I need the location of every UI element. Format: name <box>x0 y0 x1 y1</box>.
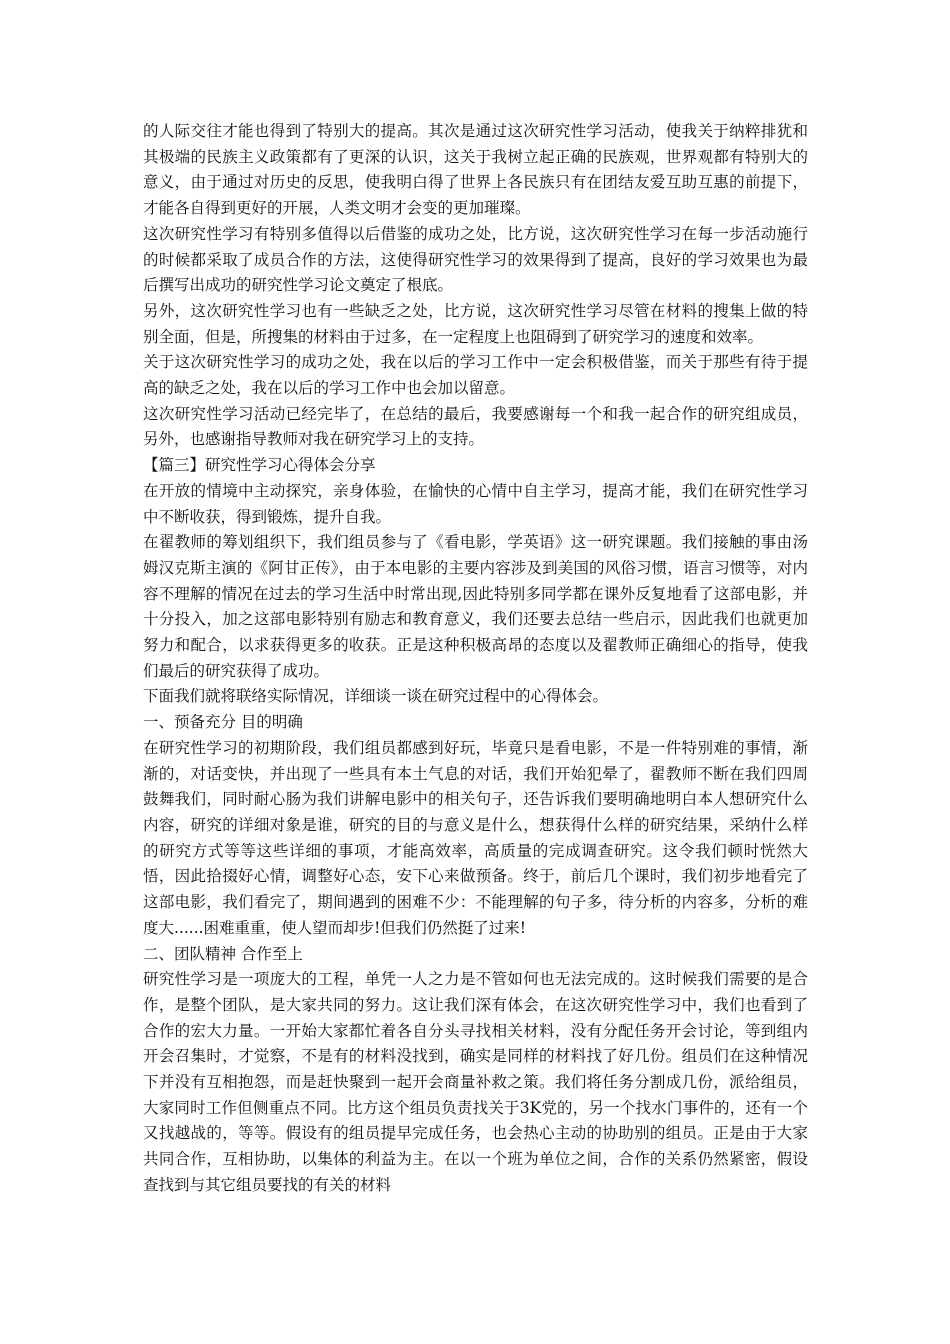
paragraph-project: 在翟教师的筹划组织下，我们组员参与了《看电影，学英语》这一研究课题。我们接触的事由汤姆汉克斯主演的《阿甘正传》，由于本电影的主要内容涉及到美国的风俗习惯，语言习惯等，对内容不理解的情况在过去的学习生活中时常出现,因此特别多同学都在课外反复地看了这部电影，并十分投入，加之这部电影特别有励志和教育意义，我们还要去总结一些启示，因此我们也就更加努力和配合，以求获得更多的收获。正是这种积极高昂的态度以及翟教师正确细心的指导，使我们最后的研究获得了成功。 <box>143 533 808 680</box>
paragraph-preparation: 在研究性学习的初期阶段，我们组员都感到好玩，毕竟只是看电影，不是一件特别难的事情，渐渐的，对话变快，并出现了一些具有本土气息的对话，我们开始犯晕了，翟教师不断在我们四周鼓舞我们，同时耐心肠为我们讲解电影中的相关句子，还告诉我们要明确地明白本人想研究什么内容，研究的详细对象是谁，研究的目的与意义是什么，想获得什么样的研究结果，采纳什么样的研究方式等等这些详细的事项，才能高效率，高质量的完成调查研究。这令我们顿时恍然大悟，因此拾掇好心情，调整好心态，安下心来做预备。终于，前后几个课时，我们初步地看完了这部电影，我们看完了，期间遇到的困难不少：不能理解的句子多，待分析的内容多，分析的难度大......困难重重，使人望而却步!但我们仍然挺了过来! <box>143 738 808 937</box>
paragraph-thanks: 这次研究性学习活动已经完毕了，在总结的最后，我要感谢每一个和我一起合作的研究组成员，另外，也感谢指导教师对我在研究学习上的支持。 <box>143 404 808 449</box>
paragraph-successes: 这次研究性学习有特别多值得以后借鉴的成功之处，比方说，这次研究性学习在每一步活动施行的时候都采取了成员合作的方法，这使得研究性学习的效果得到了提高，良好的学习效果也为最后撰写出成功的研究性学习论文奠定了根底。 <box>143 224 808 295</box>
paragraph-future: 关于这次研究性学习的成功之处，我在以后的学习工作中一定会积极借鉴，而关于那些有待于提高的缺乏之处，我在以后的学习工作中也会加以留意。 <box>143 353 808 398</box>
paragraph-teamwork: 研究性学习是一项庞大的工程，单凭一人之力是不管如何也无法完成的。这时候我们需要的是合作，是整个团队，是大家共同的努力。这让我们深有体会，在这次研究性学习中，我们也看到了合作的宏大力量。一开始大家都忙着各自分头寻找相关材料，没有分配任务开会讨论，等到组内开会召集时，才觉察，不是有的材料没找到，确实是同样的材料找了好几份。组员们在这种情况下并没有互相抱怨，而是赶快聚到一起开会商量补救之策。我们将任务分割成几份，派给组员，大家同时工作但侧重点不同。比方这个组员负责找关于3K党的，另一个找水门事件的，还有一个又找越战的，等等。假设有的组员提早完成任务，也会热心主动的协助别的组员。正是由于大家共同合作，互相协助，以集体的利益为主。在以一个班为单位之间，合作的关系仍然紧密，假设查找到与其它组员要找的有关的材料 <box>143 970 808 1194</box>
paragraph-shortcomings: 另外，这次研究性学习也有一些缺乏之处，比方说，这次研究性学习尽管在材料的搜集上做的特别全面，但是，所搜集的材料由于过多，在一定程度上也阻碍到了研究学习的速度和效率。 <box>143 301 808 346</box>
document-body <box>143 119 808 1199</box>
paragraph-continuation: 的人际交往才能也得到了特别大的提高。其次是通过这次研究性学习活动，使我关于纳粹排犹和其极端的民族主义政策都有了更深的认识，这关于我树立起正确的民族观，世界观都有特别大的意义，由于通过对历史的反思，使我明白得了世界上各民族只有在团结友爱互助互惠的前提下，才能各自得到更好的开展，人类文明才会变的更加璀璨。 <box>143 122 808 218</box>
subheading-teamwork: 二、团队精神 合作至上 <box>143 944 303 963</box>
subheading-preparation: 一、预备充分 目的明确 <box>143 713 303 732</box>
paragraph-intro: 在开放的情境中主动探究，亲身体验，在愉快的心情中自主学习，提高才能，我们在研究性学习中不断收获，得到锻炼，提升自我。 <box>143 481 808 526</box>
section-heading-part-three: 【篇三】研究性学习心得体会分享 <box>143 456 376 475</box>
paragraph-transition: 下面我们就将联络实际情况，详细谈一谈在研究过程中的心得体会。 <box>143 687 609 706</box>
